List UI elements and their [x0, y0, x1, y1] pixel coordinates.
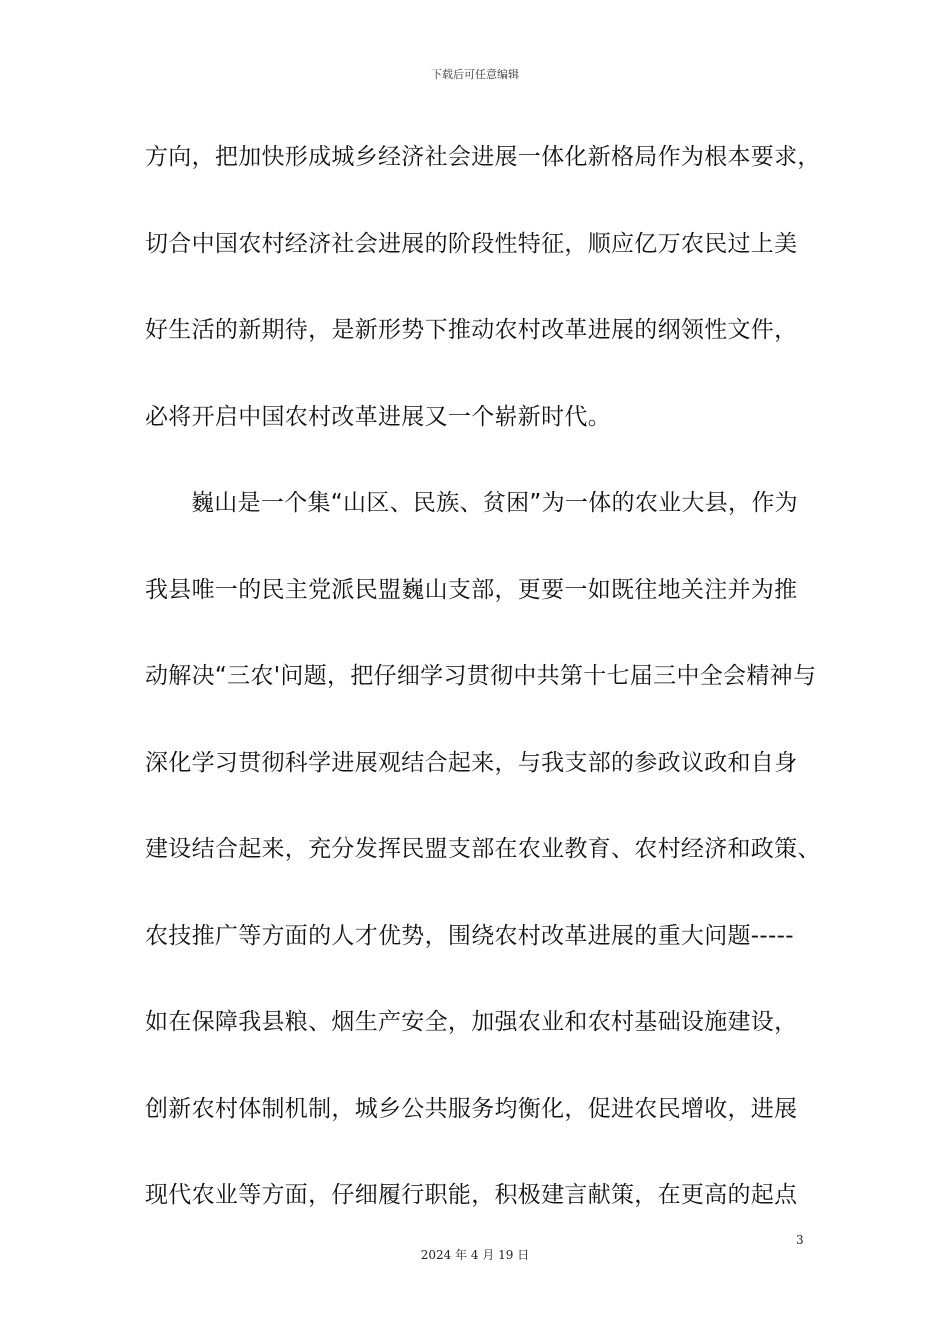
body-line: 农技推广等方面的人才优势，围绕农村改革进展的重大问题----- [145, 922, 794, 949]
body-line: 动解决“三农'问题，把仔细学习贯彻中共第十七届三中全会精神与 [145, 663, 817, 689]
page-number: 3 [796, 1233, 804, 1247]
body-line: 建设结合起来，充分发挥民盟支部在农业教育、农村经济和政策、 [145, 836, 821, 862]
body-line: 必将开启中国农村改革进展又一个崭新时代。 [145, 403, 611, 430]
body-line: 现代农业等方面，仔细履行职能，积极建言献策，在更高的起点 [145, 1182, 798, 1208]
body-line: 方向，把加快形成城乡经济社会进展一体化新格局作为根本要求， [145, 144, 821, 170]
body-line: 深化学习贯彻科学进展观结合起来，与我支部的参政议政和自身 [145, 749, 798, 776]
body-line: 我县唯一的民主党派民盟巍山支部，更要一如既往地关注并为推 [145, 576, 798, 603]
page-header-note: 下载后可任意编辑 [431, 68, 519, 81]
body-line: 创新农村体制机制，城乡公共服务均衡化，促进农民增收，进展 [145, 1095, 798, 1122]
body-line: 切合中国农村经济社会进展的阶段性特征，顺应亿万农民过上美 [145, 230, 798, 257]
body-line: 好生活的新期待，是新形势下推动农村改革进展的纲领性文件， [145, 317, 798, 343]
paragraph-start-line: 巍山是一个集“山区、民族、贫困”为一体的农业大县，作为 [191, 490, 798, 516]
body-line: 如在保障我县粮、烟生产安全，加强农业和农村基础设施建设， [145, 1009, 798, 1035]
document-body [145, 128, 845, 1253]
footer-date: 2024 年 4 月 19 日 [420, 1248, 530, 1262]
